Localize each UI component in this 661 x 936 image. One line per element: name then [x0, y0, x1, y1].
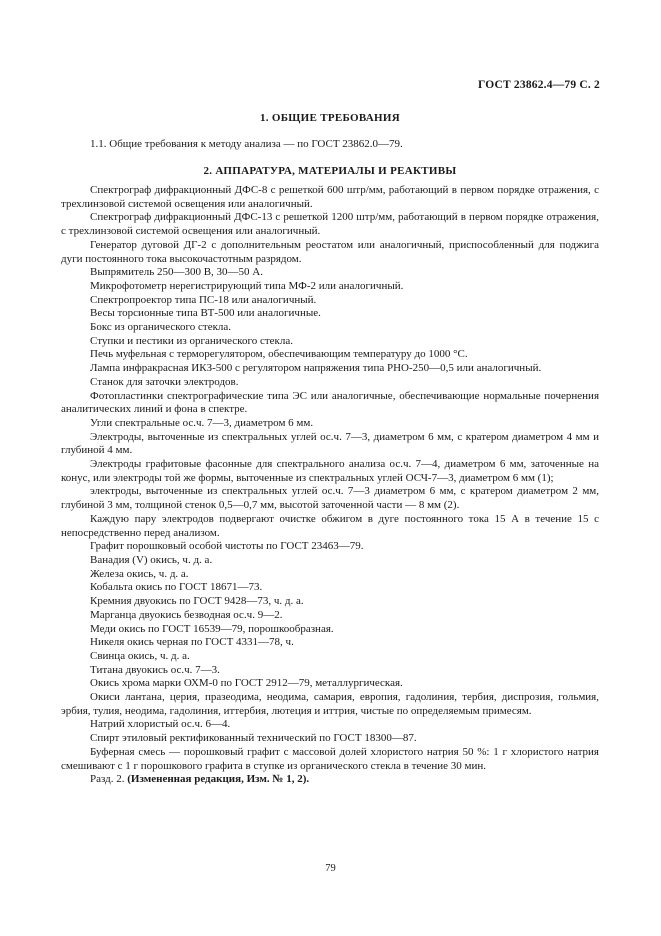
- paragraph: Никеля окись черная по ГОСТ 4331—78, ч.: [90, 636, 294, 649]
- paragraph: Ванадия (V) окись, ч. д. а.: [90, 553, 213, 566]
- paragraph: Марганца двуокись безводная ос.ч. 9—2.: [90, 608, 283, 621]
- paragraph: Генератор дуговой ДГ-2 с дополнительным реостатом или аналогичный, приспособленный для поджига дуги постоянного тока высокочастотным разрядом.: [61, 238, 599, 265]
- paragraph: Микрофотометр нерегистрирующий типа МФ-2 или аналогичный.: [90, 279, 404, 292]
- paragraph: Спирт этиловый ректификованный технический по ГОСТ 18300—87.: [90, 732, 417, 745]
- paragraph: Каждую пару электродов подвергают очистке обжигом в дуге постоянного тока 15 А в течение 15 с непосредственно перед анализом.: [61, 512, 599, 539]
- paragraph: Кремния двуокись по ГОСТ 9428—73, ч. д. а.: [90, 595, 304, 608]
- paragraph: Выпрямитель 250—300 В, 30—50 А.: [90, 266, 263, 279]
- paragraph: Кобальта окись по ГОСТ 18671—73.: [90, 581, 263, 594]
- amendment-note: [61, 773, 599, 787]
- page-number: 79: [325, 863, 336, 874]
- paragraph: Станок для заточки электродов.: [90, 375, 239, 388]
- paragraph: Ступки и пестики из органического стекла.: [90, 334, 293, 347]
- paragraph: Бокс из органического стекла.: [90, 321, 232, 334]
- paragraph: Титана двуокись ос.ч. 7—3.: [90, 663, 220, 676]
- section-2-title: 2. АППАРАТУРА, МАТЕРИАЛЫ И РЕАКТИВЫ: [203, 165, 457, 177]
- paragraph: Окиси лантана, церия, празеодима, неодима, самария, европия, гадолиния, тербия, диспрозия, гольмия, эрбия, тулия, неодима, гадолиния, иттербия, лютеция и иттрия, чистые по определяемым примесям.: [61, 691, 599, 717]
- paragraph: Электроды, выточенные из спектральных углей ос.ч. 7—3, диаметром 6 мм, с кратером диаметром 4 мм и глубиной 4 мм.: [61, 430, 599, 457]
- paragraph: Спектрограф дифракционный ДФС-13 с решеткой 1200 штр/мм, работающий в первом порядке отражения, с трехлинзовой системой освещения или аналогичный.: [61, 211, 599, 238]
- amendment-note-prefix: Разд. 2.: [90, 773, 128, 786]
- paragraph: Меди окись по ГОСТ 16539—79, порошкообразная.: [90, 622, 334, 635]
- paragraph: Фотопластинки спектрографические типа ЭС или аналогичные, обеспечивающие нормальные почернения аналитических линий и фона в спектре.: [61, 389, 599, 416]
- paragraph: Угли спектральные ос.ч. 7—3, диаметром 6 мм.: [90, 416, 314, 429]
- paragraph: электроды, выточенные из спектральных углей ос.ч. 7—3 диаметром 6 мм, с кратером диаметром 2 мм, глубиной 3 мм, толщиной стенок 0,5—0,7 мм, высотой заточенной части — 8 мм (2).: [61, 485, 599, 512]
- paragraph: Спектрограф дифракционный ДФС-8 с решеткой 600 штр/мм, работающий в первом порядке отражения, с трехлинзовой системой освещения или аналогичный.: [61, 184, 599, 210]
- paragraph: Натрий хлористый ос.ч. 6—4.: [90, 718, 231, 731]
- paragraph: Спектропроектор типа ПС-18 или аналогичный.: [90, 293, 317, 306]
- paragraph: Электроды графитовые фасонные для спектрального анализа ос.ч. 7—4, диаметром 6 мм, заточенные на конус, или электроды той же формы, выточенные из спектральных углей ОСЧ-7—3, диаметром 6 мм (1);: [61, 458, 599, 484]
- paragraph: Лампа инфракрасная ИКЗ-500 с регулятором напряжения типа РНО-250—0,5 или аналогичный.: [90, 362, 542, 375]
- paragraph: Буферная смесь — порошковый графит с массовой долей хлористого натрия 50 %: 1 г хлористого натрия смешивают с 1 г порошкового графита в ступке из органического стекла в течение 30 мин.: [61, 745, 599, 772]
- section-1-text: 1.1. Общие требования к методу анализа — по ГОСТ 23862.0—79.: [90, 138, 403, 150]
- page-header: ГОСТ 23862.4—79 С. 2: [477, 79, 600, 91]
- paragraph: Печь муфельная с терморегулятором, обеспечивающим температуру до 1000 °С.: [90, 348, 468, 361]
- section-1-title: 1. ОБЩИЕ ТРЕБОВАНИЯ: [259, 112, 401, 124]
- paragraph: Весы торсионные типа ВТ-500 или аналогичные.: [90, 307, 321, 320]
- paragraph: Графит порошковый особой чистоты по ГОСТ 23463—79.: [90, 540, 364, 553]
- amendment-note-bold: (Измененная редакция, Изм. № 1, 2).: [127, 773, 310, 786]
- paragraph: Окись хрома марки ОХМ-0 по ГОСТ 2912—79, металлургическая.: [90, 677, 403, 690]
- section-2-body: [61, 184, 599, 787]
- paragraph: Свинца окись, ч. д. а.: [90, 649, 190, 662]
- paragraph: Железа окись, ч. д. а.: [90, 567, 189, 580]
